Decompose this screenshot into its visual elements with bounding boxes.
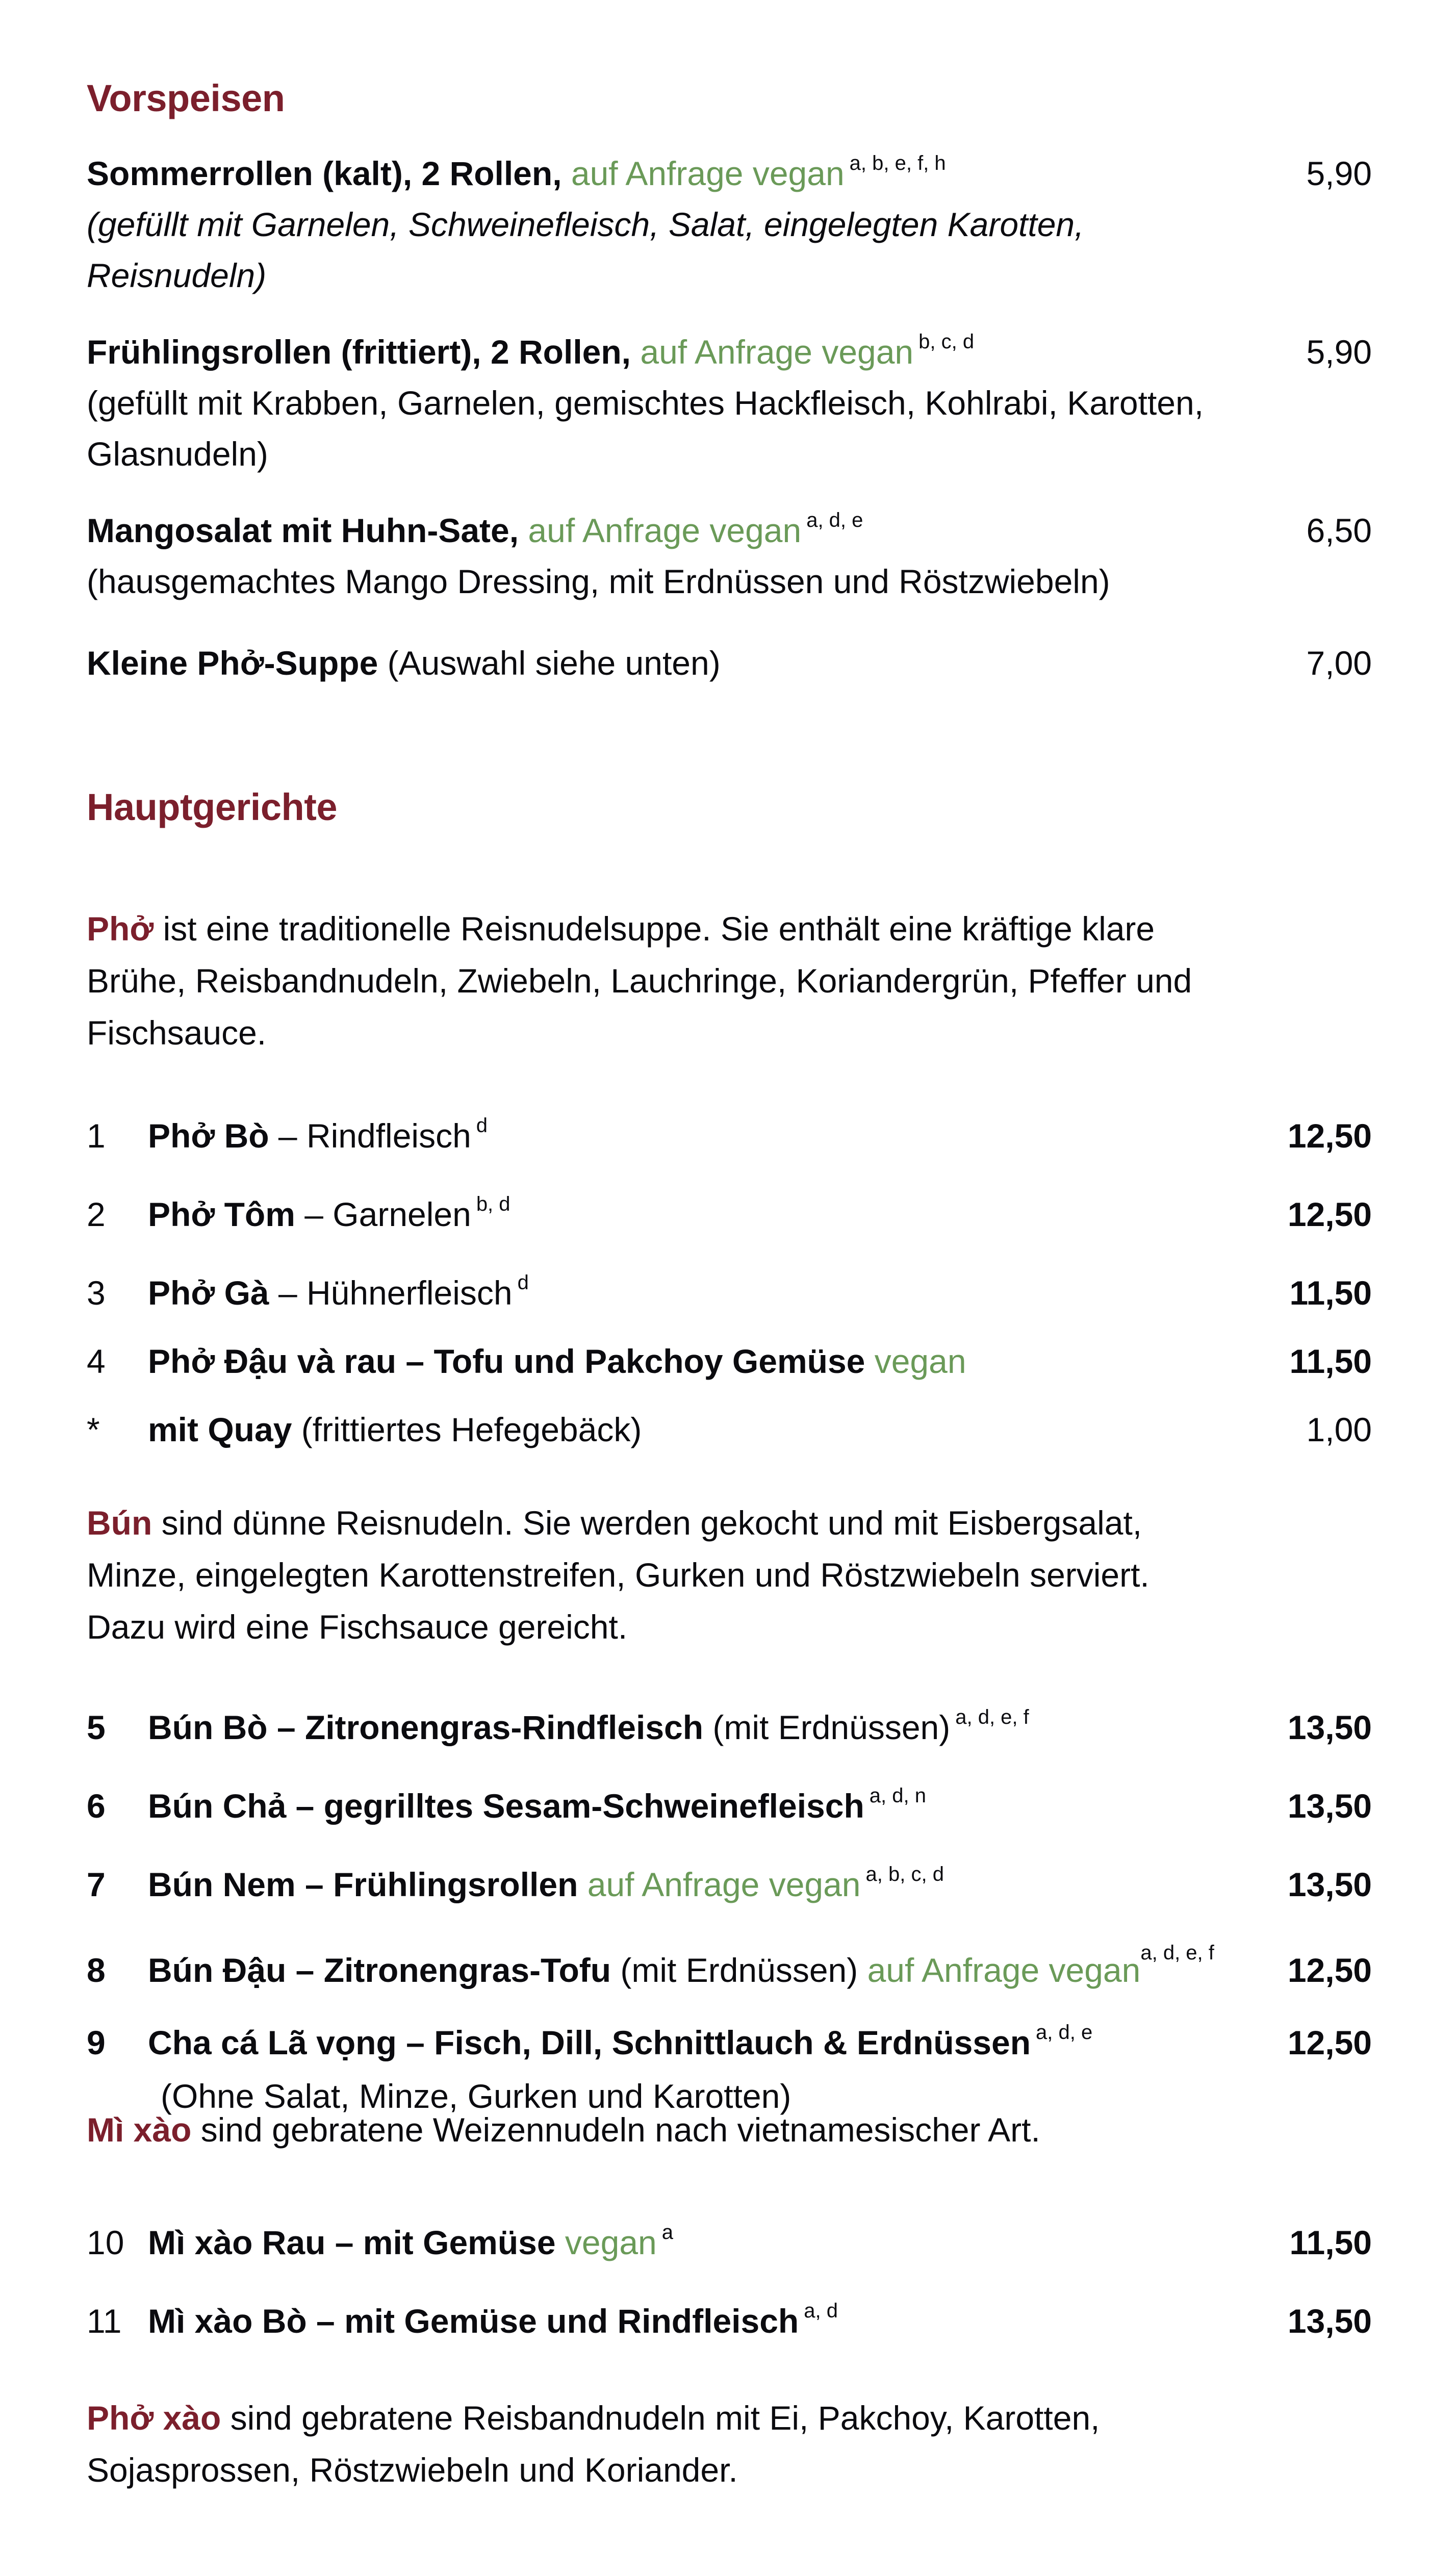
menu-item bbox=[87, 1248, 1372, 1327]
intro-text: sind gebratene Reisbandnudeln mit Ei, Pakchoy, Karotten, Sojasprossen, Röstzwiebeln und Koriander. bbox=[87, 2399, 1100, 2489]
item-desc: – Rindfleisch bbox=[269, 1117, 471, 1155]
item-number: 10 bbox=[87, 2224, 124, 2261]
item-desc: – mit Gemüse bbox=[325, 2224, 556, 2261]
menu-item bbox=[87, 2198, 1372, 2277]
allergens: d bbox=[476, 1114, 488, 1137]
pho-list bbox=[87, 1091, 1372, 1464]
item-extra: (Auswahl siehe unten) bbox=[387, 644, 721, 682]
vegan-label: vegan bbox=[874, 1342, 966, 1380]
menu-item bbox=[87, 495, 1372, 607]
mixao-list bbox=[87, 2198, 1372, 2355]
item-name: Bún Đậu – Zitronengras-Tofu bbox=[148, 1951, 611, 1989]
item-price: 12,50 bbox=[1287, 2024, 1372, 2061]
allergens: b, d bbox=[476, 1193, 510, 1215]
item-price: 1,00 bbox=[1306, 1411, 1372, 1448]
item-description: (gefüllt mit Krabben, Garnelen, gemischtes Hackfleisch, Kohlrabi, Karotten, Glasnudeln) bbox=[87, 384, 1204, 473]
item-number: 3 bbox=[87, 1274, 106, 1312]
item-desc: – Garnelen bbox=[295, 1195, 471, 1233]
mixao-intro bbox=[87, 2104, 1209, 2156]
item-price: 11,50 bbox=[1289, 2224, 1372, 2261]
menu-item bbox=[87, 1395, 1372, 1464]
item-name: Bún Nem – Frühlingsrollen bbox=[148, 1866, 578, 1903]
item-desc: (mit Erdnüssen) bbox=[611, 1951, 858, 1989]
item-number: 11 bbox=[87, 2302, 122, 2340]
allergens: a, d, e bbox=[806, 509, 863, 531]
allergens: a, d, e bbox=[1036, 2021, 1093, 2044]
item-number: 8 bbox=[87, 1951, 106, 1989]
menu-item bbox=[87, 1919, 1372, 2004]
item-description: (hausgemachtes Mango Dressing, mit Erdnüssen und Röstzwiebeln) bbox=[87, 563, 1110, 600]
menu-item bbox=[87, 1683, 1372, 1762]
menu-item bbox=[87, 2004, 1372, 2071]
allergens: b, c, d bbox=[918, 330, 975, 353]
intro-keyword: Bún bbox=[87, 1504, 152, 1542]
allergens: a, d, n bbox=[869, 1784, 926, 1807]
item-name: Mangosalat mit Huhn-Sate, bbox=[87, 512, 519, 549]
item-name: Mì xào Rau bbox=[148, 2224, 326, 2261]
phoxao-intro bbox=[87, 2392, 1209, 2496]
item-price: 11,50 bbox=[1289, 1342, 1372, 1380]
vegan-label: auf Anfrage vegan bbox=[528, 512, 802, 549]
item-price: 13,50 bbox=[1287, 1866, 1372, 1903]
item-desc: – Tofu und Pakchoy Gemüse bbox=[396, 1342, 865, 1380]
vegan-label: auf Anfrage vegan bbox=[867, 1951, 1141, 1989]
intro-text: ist eine traditionelle Reisnudelsuppe. Sie enthält eine kräftige klare Brühe, Reisbandnudeln, Zwiebeln, Lauchringe, Koriandergrün, Pfeffer und Fischsauce. bbox=[87, 910, 1192, 1052]
allergens: a, b, e, f, h bbox=[849, 152, 946, 174]
item-number: * bbox=[87, 1411, 100, 1448]
intro-keyword: Phở bbox=[87, 910, 154, 948]
item-price: 5,90 bbox=[1306, 333, 1372, 371]
menu-item bbox=[87, 138, 1372, 301]
item-price: 12,50 bbox=[1287, 1195, 1372, 1233]
item-description: (gefüllt mit Garnelen, Schweinefleisch, Salat, eingelegten Karotten, Reisnudeln) bbox=[87, 206, 1084, 294]
allergens: a, d, e, f bbox=[1140, 1942, 1214, 1964]
item-number: 2 bbox=[87, 1195, 106, 1233]
item-desc: – mit Gemüse und Rindfleisch bbox=[306, 2302, 799, 2340]
menu-item bbox=[87, 316, 1372, 479]
item-name: Phở Tôm bbox=[148, 1195, 295, 1233]
section-title-vorspeisen: Vorspeisen bbox=[87, 77, 285, 119]
item-number: 9 bbox=[87, 2024, 106, 2061]
item-name: Bún Chả – gegrilltes Sesam-Schweinefleisch bbox=[148, 1787, 864, 1825]
intro-keyword: Phở xào bbox=[87, 2399, 221, 2437]
item-name: Bún Bò – Zitronengras-Rindfleisch bbox=[148, 1708, 704, 1746]
vegan-label: auf Anfrage vegan bbox=[640, 333, 914, 371]
item-name: mit Quay bbox=[148, 1411, 292, 1448]
menu-item bbox=[87, 2277, 1372, 2355]
item-name: Cha cá Lã vọng – Fisch, Dill, Schnittlauch & Erdnüssen bbox=[148, 2024, 1031, 2061]
item-number: 6 bbox=[87, 1787, 106, 1825]
intro-keyword: Mì xào bbox=[87, 2111, 192, 2149]
item-number bbox=[87, 2545, 148, 2550]
item-name: Phở Gà bbox=[148, 1274, 269, 1312]
item-name: Frühlingsrollen (frittiert), 2 Rollen, bbox=[87, 333, 631, 371]
item-number: 1 bbox=[87, 1117, 106, 1155]
section-title-hauptgerichte: Hauptgerichte bbox=[87, 786, 338, 828]
item-number: 4 bbox=[87, 1342, 106, 1380]
item-note: (Ohne Salat, Minze, Gurken und Karotten) bbox=[161, 2077, 791, 2115]
item-price bbox=[1239, 2545, 1372, 2550]
allergens: a, d bbox=[804, 2300, 838, 2322]
item-name: Mì xào Bò bbox=[148, 2302, 307, 2340]
item-price: 13,50 bbox=[1287, 1787, 1372, 1825]
item-price: 12,50 bbox=[1287, 1951, 1372, 1989]
menu-item bbox=[87, 1091, 1372, 1170]
menu-item bbox=[87, 1840, 1372, 1919]
item-name: Sommerrollen (kalt), 2 Rollen, bbox=[87, 155, 562, 192]
item-number: 5 bbox=[87, 1708, 106, 1746]
bun-list bbox=[87, 1683, 1372, 2122]
vegan-label: auf Anfrage vegan bbox=[571, 155, 845, 192]
allergens: a bbox=[661, 2221, 673, 2243]
item-desc: (mit Erdnüssen) bbox=[703, 1708, 951, 1746]
vegan-label: vegan bbox=[565, 2224, 657, 2261]
phoxao-list bbox=[87, 2535, 1372, 2550]
item-name: Kleine Phở-Suppe bbox=[87, 644, 378, 682]
bun-intro bbox=[87, 1497, 1209, 1653]
menu-item bbox=[87, 1170, 1372, 1248]
item-price: 13,50 bbox=[1287, 2302, 1372, 2340]
menu-item bbox=[87, 1327, 1372, 1395]
item-price: 6,50 bbox=[1306, 512, 1372, 549]
menu-item bbox=[87, 1762, 1372, 1840]
menu-item bbox=[87, 638, 1372, 688]
item-price: 13,50 bbox=[1287, 1708, 1372, 1746]
allergens: a, b, c, d bbox=[865, 1863, 944, 1885]
item-name: Phở Đậu và rau bbox=[148, 1342, 397, 1380]
item-price: 11,50 bbox=[1289, 1274, 1372, 1312]
item-desc: – Hühnerfleisch bbox=[269, 1274, 513, 1312]
item-name: Phở Bò bbox=[148, 1117, 269, 1155]
menu-item bbox=[87, 2535, 1372, 2550]
intro-text: sind gebratene Weizennudeln nach vietnamesischer Art. bbox=[191, 2111, 1040, 2149]
intro-text: sind dünne Reisnudeln. Sie werden gekocht und mit Eisbergsalat, Minze, eingelegten Karottenstreifen, Gurken und Röstzwiebeln serviert. Dazu wird eine Fischsauce gereicht. bbox=[87, 1504, 1150, 1646]
allergens: d bbox=[517, 1271, 529, 1294]
item-number: 7 bbox=[87, 1866, 106, 1903]
item-price: 5,90 bbox=[1306, 155, 1372, 192]
allergens: a, d, e, f bbox=[955, 1706, 1029, 1728]
vegan-label: auf Anfrage vegan bbox=[587, 1866, 861, 1903]
pho-intro bbox=[87, 903, 1209, 1059]
item-desc: (frittiertes Hefegebäck) bbox=[292, 1411, 642, 1448]
item-price: 7,00 bbox=[1306, 644, 1372, 682]
item-price: 12,50 bbox=[1287, 1117, 1372, 1155]
